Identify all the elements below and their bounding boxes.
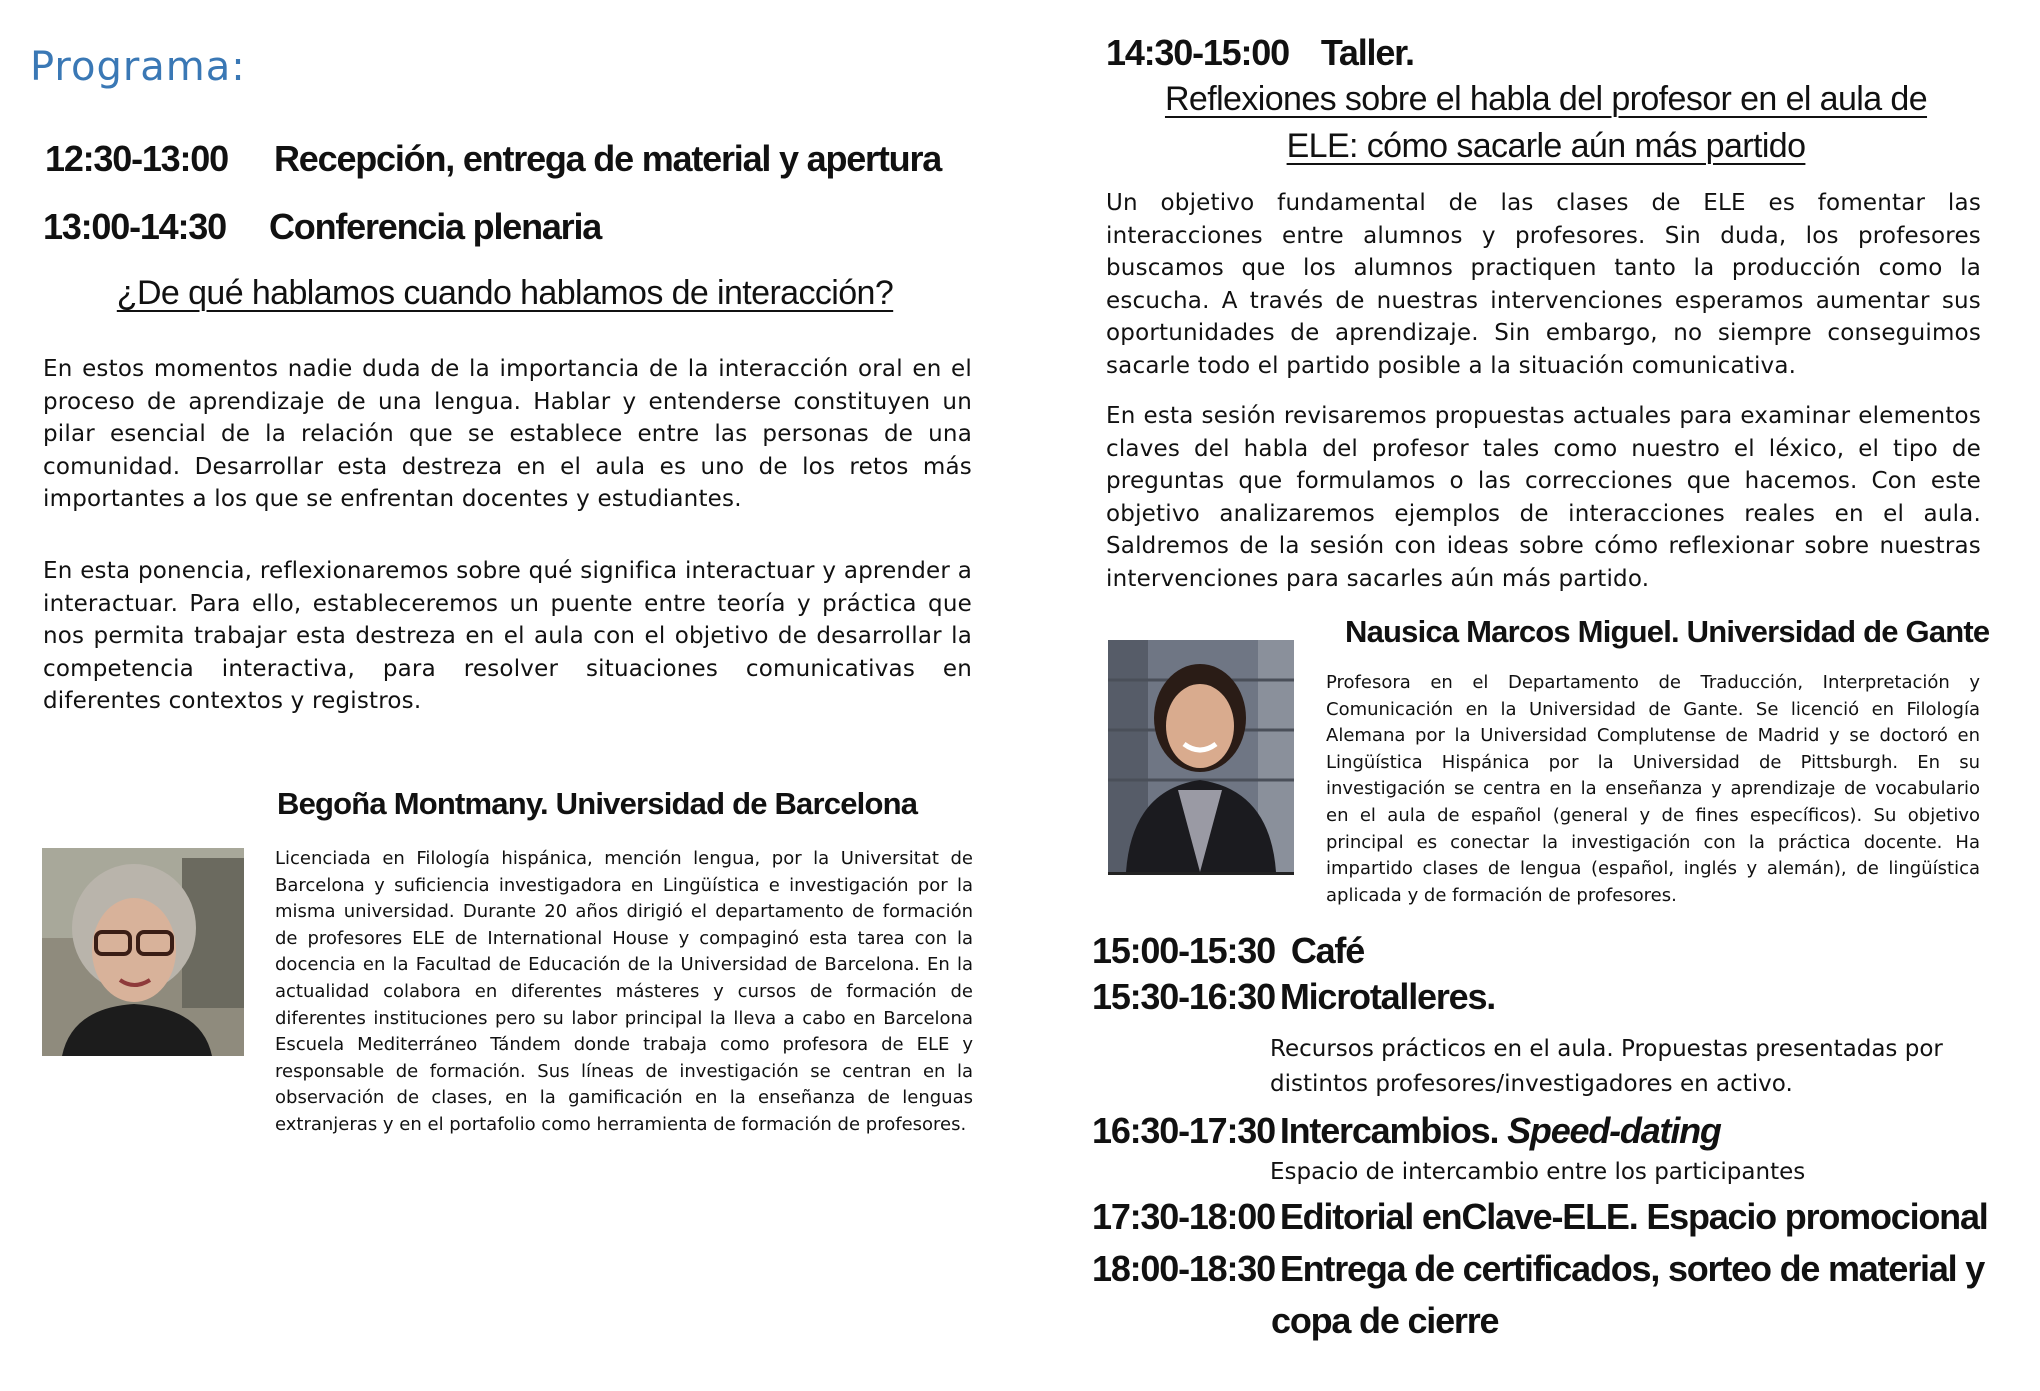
talk-title: ¿De qué hablamos cuando hablamos de interacción? — [116, 274, 894, 312]
workshop-title-line-2: ELE: cómo sacarle aún más partido — [1286, 127, 1806, 165]
speaker-name-marcos: Nausica Marcos Miguel. Universidad de Gante — [1345, 614, 1990, 649]
session-label: Recepción, entrega de material y apertura — [274, 138, 942, 179]
schedule-time: 16:30-17:30 — [1092, 1110, 1275, 1151]
speaker-bio-marcos: Profesora en el Departamento de Traducción, Interpretación y Comunicación en la Universidad de Gante. Se licenció en Filología Alemana por la Universidad Complutense de Madrid y se doctoró en Lingüística Hispánica por la Universidad de Pittsburgh. En su investigación se centra en la enseñanza y aprendizaje de vocabulario en el aula de español (general y de fines específicos). Su objetivo principal es conectar la investigación con la práctica docente. Ha impartido clases de lengua (español, inglés y alemán), de lingüística aplicada y de formación de profesores. — [1326, 672, 1980, 906]
schedule-label: Editorial enClave-ELE. Espacio promocional — [1279, 1196, 1988, 1237]
schedule-time: 18:00-18:30 — [1092, 1248, 1275, 1289]
schedule-label: Intercambios. — [1279, 1110, 1499, 1151]
microtalleres-desc-line-1: Recursos prácticos en el aula. Propuestas presentadas por — [1270, 1036, 1943, 1062]
schedule-item-microtalleres — [1092, 976, 1495, 1018]
speaker-photo-montmany — [42, 848, 244, 1056]
schedule-label: Microtalleres. — [1279, 976, 1496, 1017]
schedule-item-cierre — [1092, 1248, 1984, 1290]
speaker-bio-montmany: Licenciada en Filología hispánica, mención lengua, por la Universitat de Barcelona y suficiencia investigadora en Lingüística e investigación por la misma universidad. Durante 20 años dirigió el departamento de formación de profesores ELE de International House y compaginó esta tarea con la docencia en la Facultad de Educación de la Universidad de Barcelona. En la actualidad colabora en diferentes másteres y cursos de formación de diferentes instituciones pero su labor principal la lleva a cabo en Barcelona Escuela Mediterráneo Tándem donde trabaja como profesora de ELE y responsable de formación. Sus líneas de investigación se centran en la observación de clases, en la gamificación en la enseñanza de lenguas extranjeras y en el portafolio como herramienta de formación de profesores. — [275, 848, 973, 1135]
speaker-name-montmany: Begoña Montmany. Universidad de Barcelona — [277, 786, 918, 821]
photo-underline — [1108, 872, 1294, 875]
schedule-time: 17:30-18:00 — [1092, 1196, 1275, 1237]
session-label: Conferencia plenaria — [269, 206, 602, 247]
workshop-time: 14:30-15:00 — [1106, 32, 1289, 73]
workshop-label: Taller. — [1320, 32, 1414, 73]
intercambios-desc: Espacio de intercambio entre los participantes — [1270, 1159, 1806, 1185]
page-heading: Programa: — [30, 44, 246, 90]
schedule-label: Entrega de certificados, sorteo de material y — [1279, 1248, 1985, 1289]
schedule-label: Café — [1290, 930, 1365, 971]
schedule-time: 15:00-15:30 — [1092, 930, 1275, 971]
talk-paragraph-1: En estos momentos nadie duda de la importancia de la interacción oral en el proceso de aprendizaje de una lengua. Hablar y entenderse constituyen un pilar esencial de la relación que se establece entre las personas de una comunidad. Desarrollar esta destreza en el aula es uno de los retos más importantes a los que se enfrentan docentes y estudiantes. — [43, 356, 972, 512]
workshop-paragraph-1: Un objetivo fundamental de las clases de ELE es fomentar las interacciones entre alumnos y profesores. Sin duda, los profesores buscamos que los alumnos practiquen tanto la producción como la escucha. A través de nuestras intervenciones esperamos aumentar sus oportunidades de aprendizaje. Sin embargo, no siempre conseguimos sacarle todo el partido posible a la situación comunicativa. — [1106, 190, 1981, 379]
speaker-photo-marcos — [1108, 640, 1294, 872]
workshop-paragraph-2: En esta sesión revisaremos propuestas actuales para examinar elementos claves del habla del profesor tales como nuestro el léxico, el tipo de preguntas que formulamos o las correcciones que hacemos. Con este objetivo analizaremos ejemplos de interacciones reales en el aula. Saldremos de la sesión con ideas sobre cómo reflexionar sobre nuestras intervenciones para sacarles aún más partido. — [1106, 403, 1981, 592]
schedule-label-italic: Speed-dating — [1507, 1110, 1721, 1151]
workshop-title-line-1: Reflexiones sobre el habla del profesor en el aula de — [1164, 80, 1928, 118]
session-plenary — [43, 206, 601, 248]
session-time: 13:00-14:30 — [43, 206, 226, 247]
talk-paragraph-2: En esta ponencia, reflexionaremos sobre qué significa interactuar y aprender a interactuar. Para ello, estableceremos un puente entre teoría y práctica que nos permita trabajar esta destreza en el aula con el objetivo de desarrollar la competencia interactiva, para resolver situaciones comunicativas en diferentes contextos y registros. — [43, 558, 972, 714]
session-time: 12:30-13:00 — [45, 138, 228, 179]
workshop-heading — [1106, 32, 1414, 74]
microtalleres-desc-line-2: distintos profesores/investigadores en activo. — [1270, 1071, 1793, 1097]
schedule-time: 15:30-16:30 — [1092, 976, 1275, 1017]
schedule-item-cafe — [1092, 930, 1364, 972]
session-reception — [45, 138, 941, 180]
schedule-item-editorial — [1092, 1196, 1988, 1238]
schedule-item-intercambios — [1092, 1110, 1721, 1152]
cierre-label-line-2: copa de cierre — [1271, 1300, 1499, 1341]
